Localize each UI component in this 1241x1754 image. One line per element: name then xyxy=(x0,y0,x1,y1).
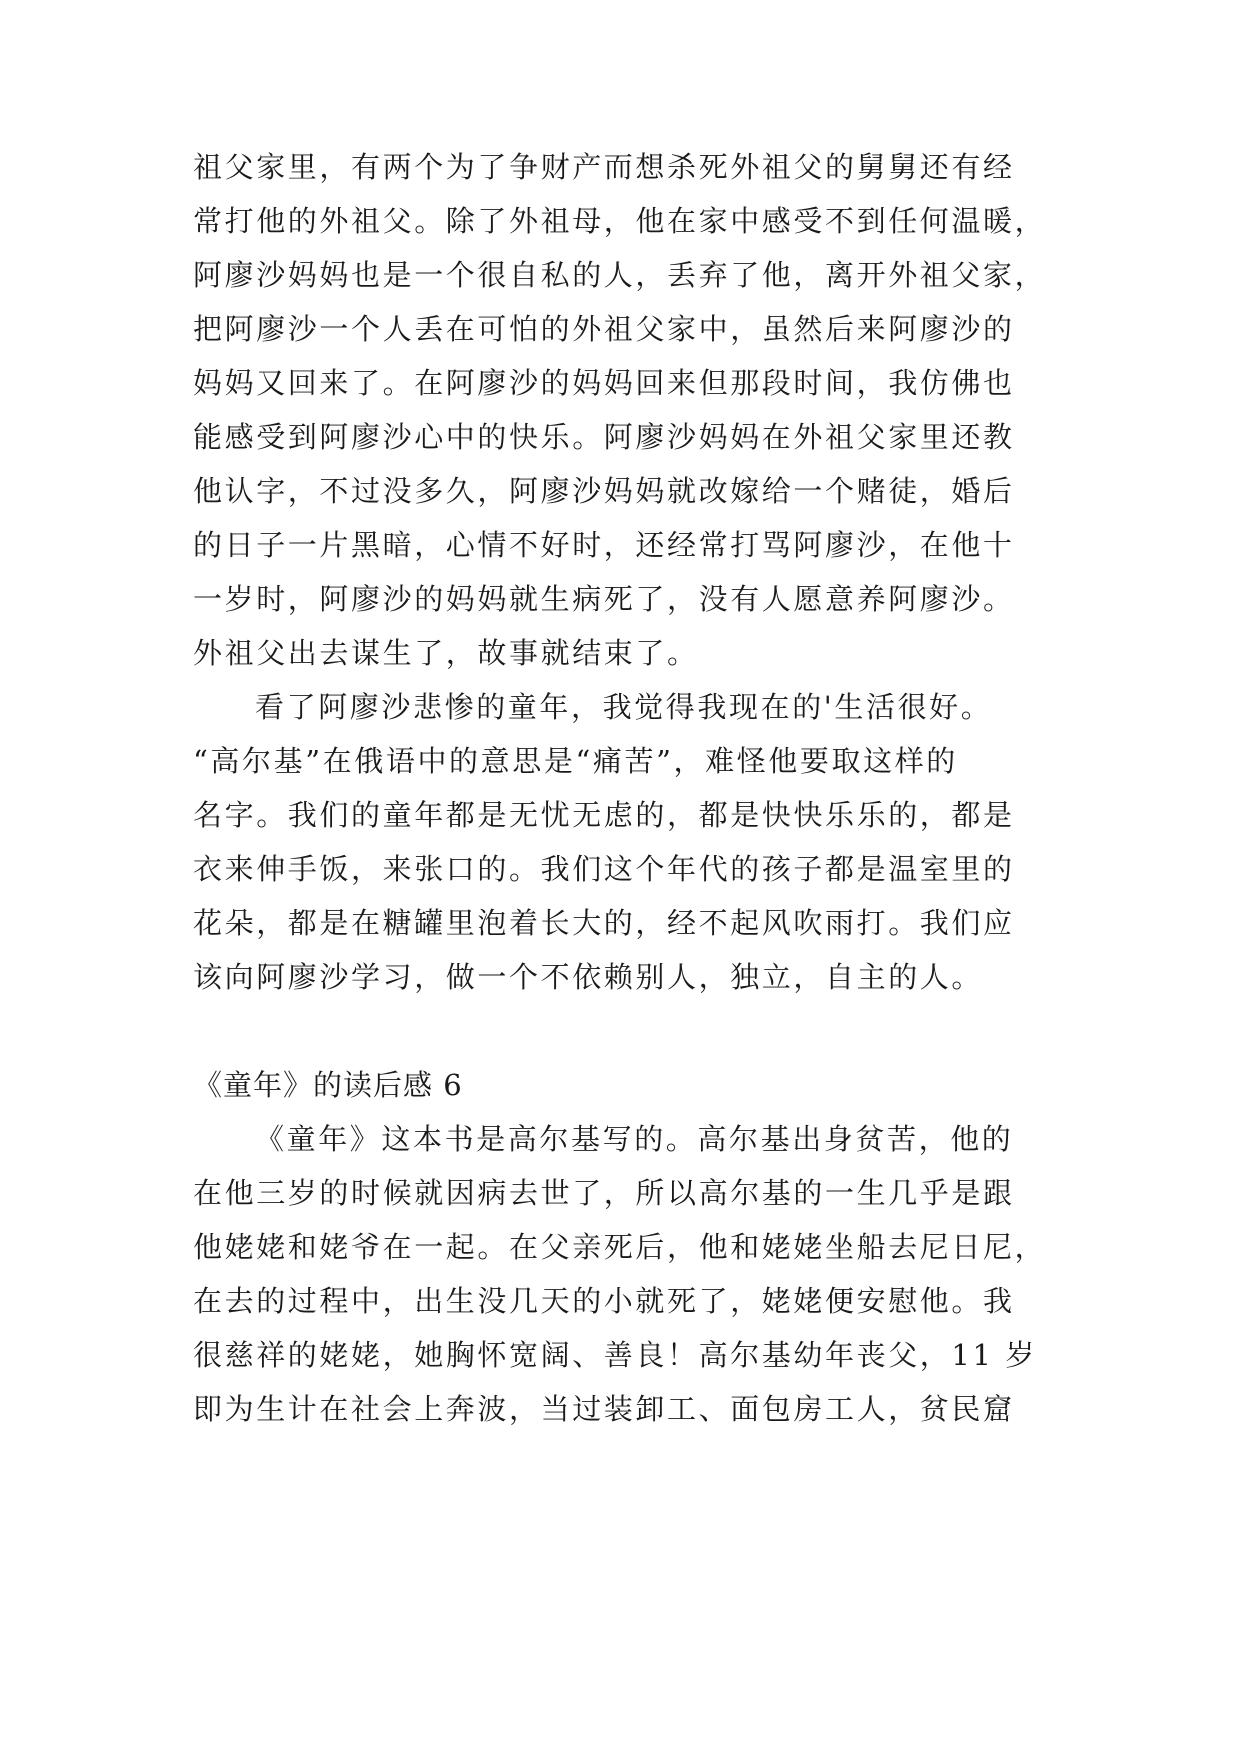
paragraph-line: 看了阿廖沙悲惨的童年，我觉得我现在的'生活很好。 xyxy=(255,690,993,724)
paragraph-line: 很慈祥的姥姥，她胸怀宽阔、善良！高尔基幼年丧父，11 岁 xyxy=(193,1338,1037,1372)
paragraph-line: 在他三岁的时候就因病去世了，所以高尔基的一生几乎是跟 xyxy=(193,1176,1015,1210)
paragraph-line: 的日子一片黑暗，心情不好时，还经常打骂阿廖沙，在他十 xyxy=(193,528,1015,562)
paragraph-line: 妈妈又回来了。在阿廖沙的妈妈回来但那段时间，我仿佛也 xyxy=(193,366,1015,400)
paragraph-line: 外祖父出去谋生了，故事就结束了。 xyxy=(193,636,699,670)
section-heading: 《童年》的读后感 6 xyxy=(193,1068,463,1102)
paragraph-line: 即为生计在社会上奔波，当过装卸工、面包房工人，贫民窟 xyxy=(193,1392,1015,1426)
paragraph-line: 衣来伸手饭，来张口的。我们这个年代的孩子都是温室里的 xyxy=(193,852,1015,886)
paragraph-line: 常打他的外祖父。除了外祖母，他在家中感受不到任何温暖， xyxy=(193,204,1047,238)
paragraph-line: 花朵，都是在糖罐里泡着长大的，经不起风吹雨打。我们应 xyxy=(193,906,1015,940)
paragraph-line: “高尔基”在俄语中的意思是“痛苦”，难怪他要取这样的 xyxy=(193,744,958,778)
paragraph-line: 在去的过程中，出生没几天的小就死了，姥姥便安慰他。我 xyxy=(193,1284,1015,1318)
paragraph-line: 该向阿廖沙学习，做一个不依赖别人，独立，自主的人。 xyxy=(193,960,984,994)
paragraph-line: 把阿廖沙一个人丢在可怕的外祖父家中，虽然后来阿廖沙的 xyxy=(193,312,1015,346)
paragraph-line: 《童年》这本书是高尔基写的。高尔基出身贫苦，他的 xyxy=(255,1122,1014,1156)
paragraph-line: 能感受到阿廖沙心中的快乐。阿廖沙妈妈在外祖父家里还教 xyxy=(193,420,1015,454)
paragraph-line: 一岁时，阿廖沙的妈妈就生病死了，没有人愿意养阿廖沙。 xyxy=(193,582,1015,616)
paragraph-line: 他认字，不过没多久，阿廖沙妈妈就改嫁给一个赌徒，婚后 xyxy=(193,474,1015,508)
paragraph-line: 他姥姥和姥爷在一起。在父亲死后，他和姥姥坐船去尼日尼， xyxy=(193,1230,1047,1264)
paragraph-line: 祖父家里，有两个为了争财产而想杀死外祖父的舅舅还有经 xyxy=(193,150,1015,184)
paragraph-line: 名字。我们的童年都是无忧无虑的，都是快快乐乐的，都是 xyxy=(193,798,1015,832)
paragraph-line: 阿廖沙妈妈也是一个很自私的人，丢弃了他，离开外祖父家， xyxy=(193,258,1047,292)
